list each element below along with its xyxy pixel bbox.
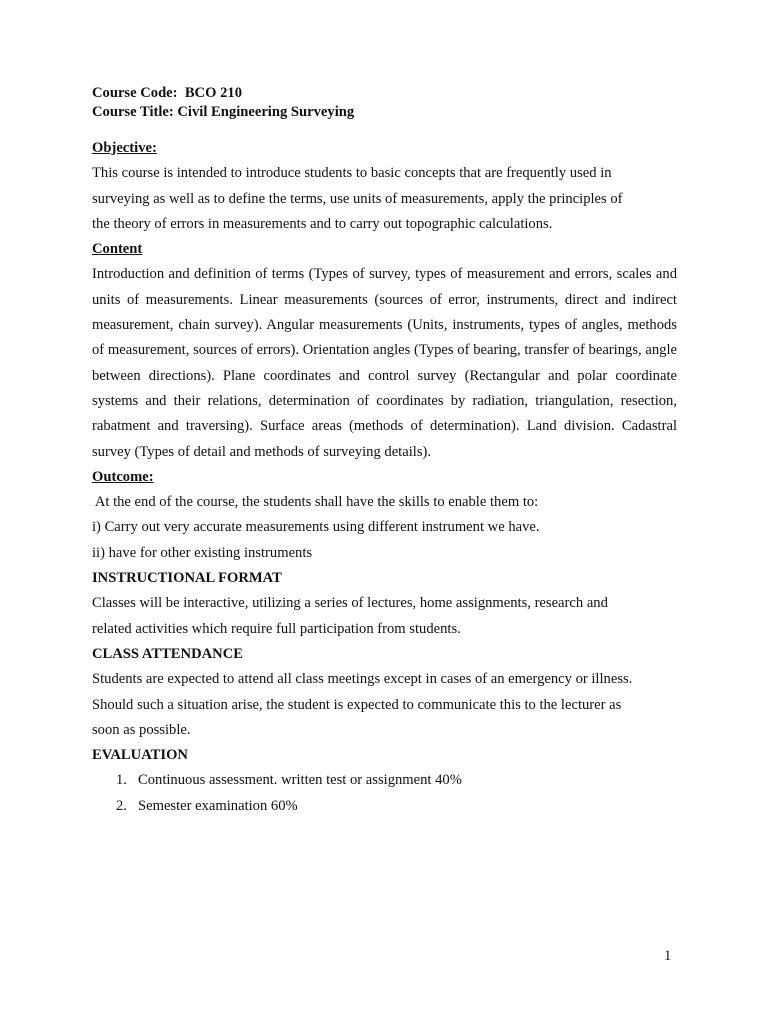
class-attendance-line: soon as possible. [92,721,191,738]
course-code: Course Code: BCO 210 [92,85,242,101]
class-attendance-line: Should such a situation arise, the student is expected to communicate this to the lecturer as [92,696,622,713]
instructional-format-section [92,566,677,642]
list-item [92,768,677,793]
objective-line: the theory of errors in measurements and to carry out topographic calculations. [92,215,553,232]
list-item-text: Semester examination 60% [138,797,298,814]
objective-text [92,161,677,237]
evaluation-section [92,743,677,819]
outcome-heading: Outcome: [92,468,154,485]
class-attendance-section [92,642,677,743]
class-attendance-text [92,667,677,743]
spacer [92,122,677,136]
content-text: Introduction and definition of terms (Types of survey, types of measurement and errors, scales and units of measurements. Linear measurements (sources of error, instruments, direct and indirect measurement, chain survey). Angular measurements (Units, instruments, types of angles, methods of measurement, sources of errors). Orientation angles (Types of bearing, transfer of bearings, angle between directions). Plane coordinates and control survey (Rectangular and polar coordinate systems and their relations, determination of coordinates by radiation, triangulation, resection, rabatment and traversing). Surface areas (methods of determination). Land division. Cadastral survey (Types of detail and methods of surveying details). [92,266,677,460]
evaluation-list [92,768,677,819]
class-attendance-heading: CLASS ATTENDANCE [92,645,243,662]
instructional-format-heading: INSTRUCTIONAL FORMAT [92,570,282,587]
outcome-intro: At the end of the course, the students shall have the skills to enable them to: [92,494,539,511]
outcome-item: i) Carry out very accurate measurements using different instrument we have. [92,519,540,536]
class-attendance-line: Students are expected to attend all class meetings except in cases of an emergency or illness. [92,671,633,688]
list-item-number: 1. [116,772,127,789]
outcome-item: ii) have for other existing instruments [92,544,313,561]
course-title: Course Title: Civil Engineering Surveying [92,104,355,120]
objective-line: This course is intended to introduce students to basic concepts that are frequently used in [92,165,612,182]
document-page [92,84,677,819]
course-header [92,84,677,122]
objective-section [92,136,677,237]
objective-heading: Objective: [92,140,157,156]
outcome-section [92,465,677,566]
page-number: 1 [664,948,672,964]
content-heading: Content [92,241,143,258]
instructional-format-text [92,591,677,642]
objective-line: surveying as well as to define the terms, use units of measurements, apply the principles of [92,190,623,207]
content-section [92,237,677,465]
list-item-number: 2. [116,797,127,814]
list-item-text: Continuous assessment. written test or assignment 40% [138,772,462,789]
list-item [92,794,677,819]
evaluation-heading: EVALUATION [92,747,188,764]
instructional-format-line: Classes will be interactive, utilizing a series of lectures, home assignments, research and [92,595,608,612]
instructional-format-line: related activities which require full participation from students. [92,620,461,637]
